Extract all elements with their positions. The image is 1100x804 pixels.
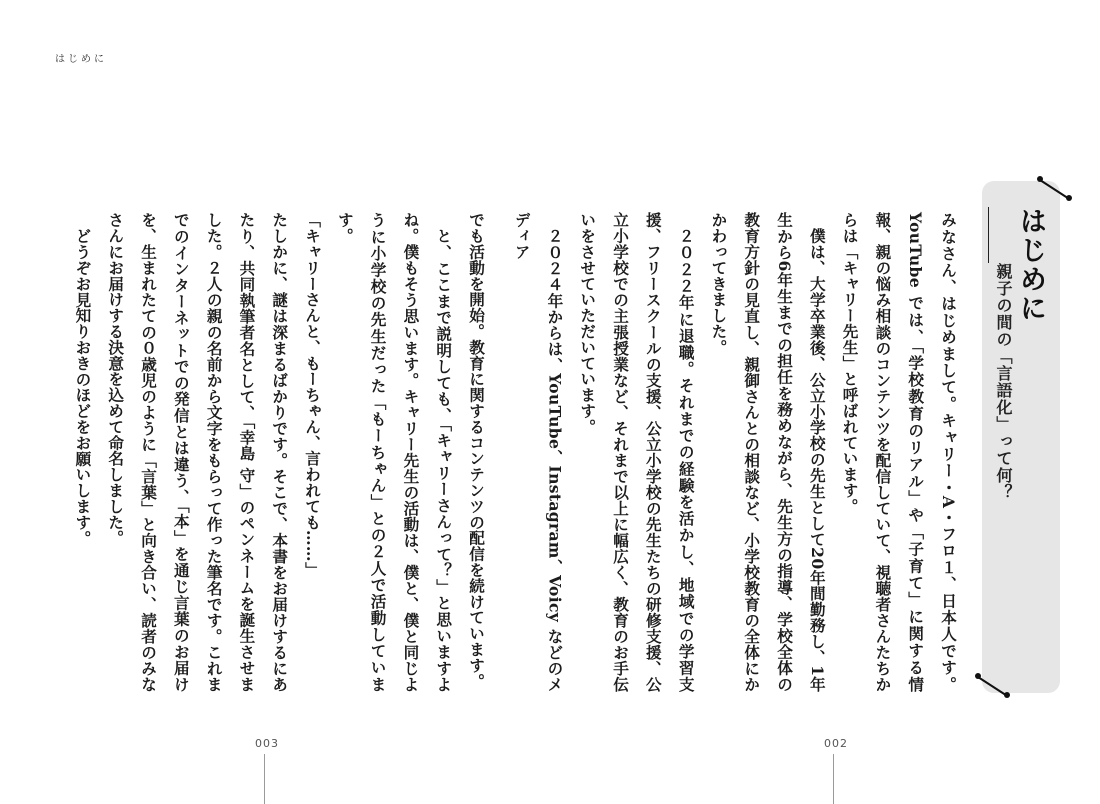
chapter-title-main: はじめに bbox=[1015, 207, 1046, 323]
running-head: はじめに bbox=[55, 54, 107, 65]
body-paragraph: 僕は、大学卒業後、公立小学校の先生として20年間勤務し、1年生から6年生までの担任を務めながら、先生方の指導、学校全体の教育方針の見直し、親御さんとの相談など、小学校教育の全体にかかわってきました。 bbox=[709, 212, 827, 692]
body-paragraph: ２０２２年に退職。それまでの経験を活かし、地域での学習支援、フリースクールの支援、公立小学校の先生たちの研修支援、公立小学校での主張授業など、それまで以上に幅広く、教育のお手伝いをさせていただいています。 bbox=[578, 212, 696, 692]
page-number-right: 002 bbox=[824, 737, 848, 750]
chapter-title bbox=[988, 207, 1050, 501]
deco-dot-bottom-right bbox=[1004, 692, 1010, 698]
folio-rule-left bbox=[264, 754, 265, 804]
body-paragraph: どうぞお見知りおきのほどをお願いします。 bbox=[73, 227, 93, 546]
chapter-subtitle-text: 親子の間の「言語化」って何？ bbox=[994, 263, 1013, 501]
chapter-subtitle bbox=[988, 207, 1015, 501]
body-paragraph: 「キャリーさんと、もーちゃん、言われても……」 bbox=[303, 212, 323, 578]
body-paragraph: ２０２４年からは、YouTube、Instagram、Voicy などのメディア bbox=[512, 212, 565, 692]
body-paragraph: みなさん、はじめまして。キャリー・A・フロ１、日本人です。YouTube では、「学校教育のリアル」や「子育て」に関する情報、親の悩み相談のコンテンツを配信していて、視聴者さんたちからは「キャリー先生」と呼ばれています。 bbox=[840, 212, 958, 692]
deco-dot-top-right bbox=[1066, 195, 1072, 201]
chapter-title-box bbox=[982, 181, 1060, 693]
body-paragraph: と、ここまで説明しても、「キャリーさんって？」と思いますよね。僕もそう思います。キャリー先生の活動は、僕と、僕と同じように小学校の先生だった「もーちゃん」との２人で活動しています。 bbox=[335, 212, 454, 692]
left-page-body bbox=[73, 212, 492, 692]
body-paragraph: でも活動を開始。教育に関するコンテンツの配信を続けています。 bbox=[467, 212, 486, 689]
right-page-body bbox=[512, 212, 964, 692]
body-paragraph: たしかに、謎は深まるばかりです。そこで、本書をお届けするにあたり、共同執筆者名として、「幸島 守」のペンネームを誕生させました。２人の親の名前から文字をもらって作った筆名です。これまでのインターネットでの発信とは違う、「本」を通じ言葉のお届けを、生まれたての０歳児のように「言葉」と向き合い、読者のみなさんにお届けする決意を込めて命名しました。 bbox=[106, 212, 290, 692]
page-number-left: 003 bbox=[255, 737, 279, 750]
folio-rule-right bbox=[833, 754, 834, 804]
em-dash-line bbox=[988, 207, 1015, 263]
